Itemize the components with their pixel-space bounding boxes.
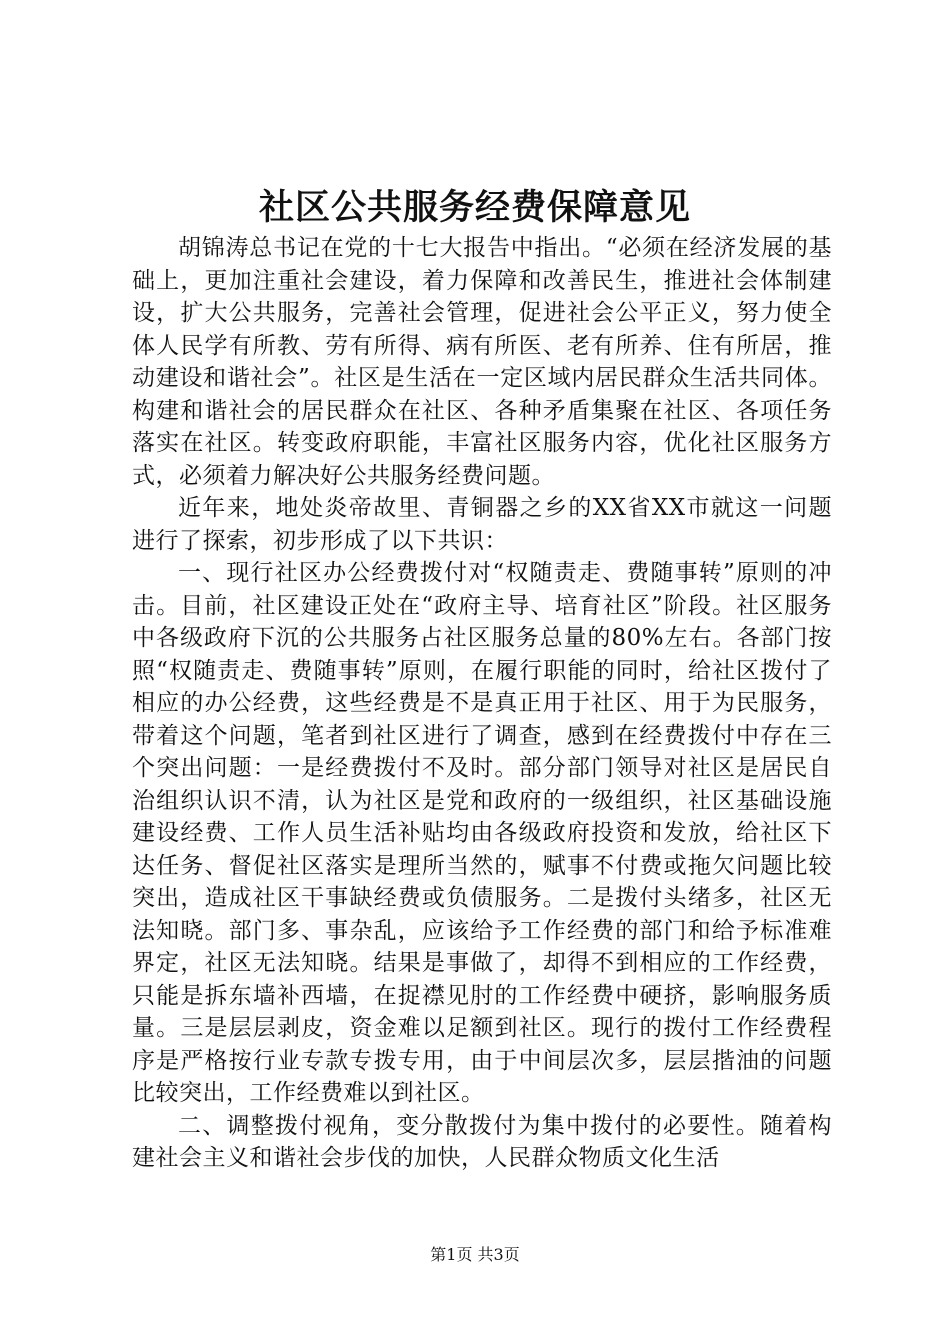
document-body bbox=[132, 232, 832, 1175]
paragraph-background: 近年来，地处炎帝故里、青铜器之乡的XX省XX市就这一问题进行了探索，初步形成了以下共识： bbox=[132, 495, 832, 554]
document-title: 社区公共服务经费保障意见 bbox=[258, 187, 691, 228]
paragraph-section-two: 二、调整拨付视角，变分散拨付为集中拨付的必要性。随着构建社会主义和谐社会步伐的加快，人民群众物质文化生活 bbox=[132, 1112, 832, 1171]
paragraph-section-one: 一、现行社区办公经费拨付对“权随责走、费随事转”原则的冲击。目前，社区建设正处在“政府主导、培育社区”阶段。社区服务中各级政府下沉的公共服务占社区服务总量的80%左右。各部门按照“权随责走、费随事转”原则，在履行职能的同时，给社区拨付了相应的办公经费，这些经费是不是真正用于社区、用于为民服务，带着这个问题，笔者到社区进行了调查，感到在经费拨付中存在三个突出问题：一是经费拨付不及时。部分部门领导对社区是居民自治组织认识不清，认为社区是党和政府的一级组织，社区基础设施建设经费、工作人员生活补贴均由各级政府投资和发放，给社区下达任务、督促社区落实是理所当然的，赋事不付费或拖欠问题比较突出，造成社区干事缺经费或负债服务。二是拨付头绪多，社区无法知晓。部门多、事杂乱，应该给予工作经费的部门和给予标准难界定，社区无法知晓。结果是事做了，却得不到相应的工作经费，只能是拆东墙补西墙，在捉襟见肘的工作经费中硬挤，影响服务质量。三是层层剥皮，资金难以足额到社区。现行的拨付工作经费程序是严格按行业专款专拨专用，由于中间层次多，层层揩油的问题比较突出，工作经费难以到社区。 bbox=[132, 560, 832, 1106]
page-footer: 第1页 共3页 bbox=[430, 1245, 520, 1264]
paragraph-intro: 胡锦涛总书记在党的十七大报告中指出。“必须在经济发展的基础上，更加注重社会建设，着力保障和改善民生，推进社会体制建设，扩大公共服务，完善社会管理，促进社会公平正义，努力使全体人民学有所教、劳有所得、病有所医、老有所养、住有所居，推动建设和谐社会”。社区是生活在一定区域内居民群众生活共同体。构建和谐社会的居民群众在社区、各种矛盾集聚在社区、各项任务落实在社区。转变政府职能，丰富社区服务内容，优化社区服务方式，必须着力解决好公共服务经费问题。 bbox=[132, 235, 832, 489]
